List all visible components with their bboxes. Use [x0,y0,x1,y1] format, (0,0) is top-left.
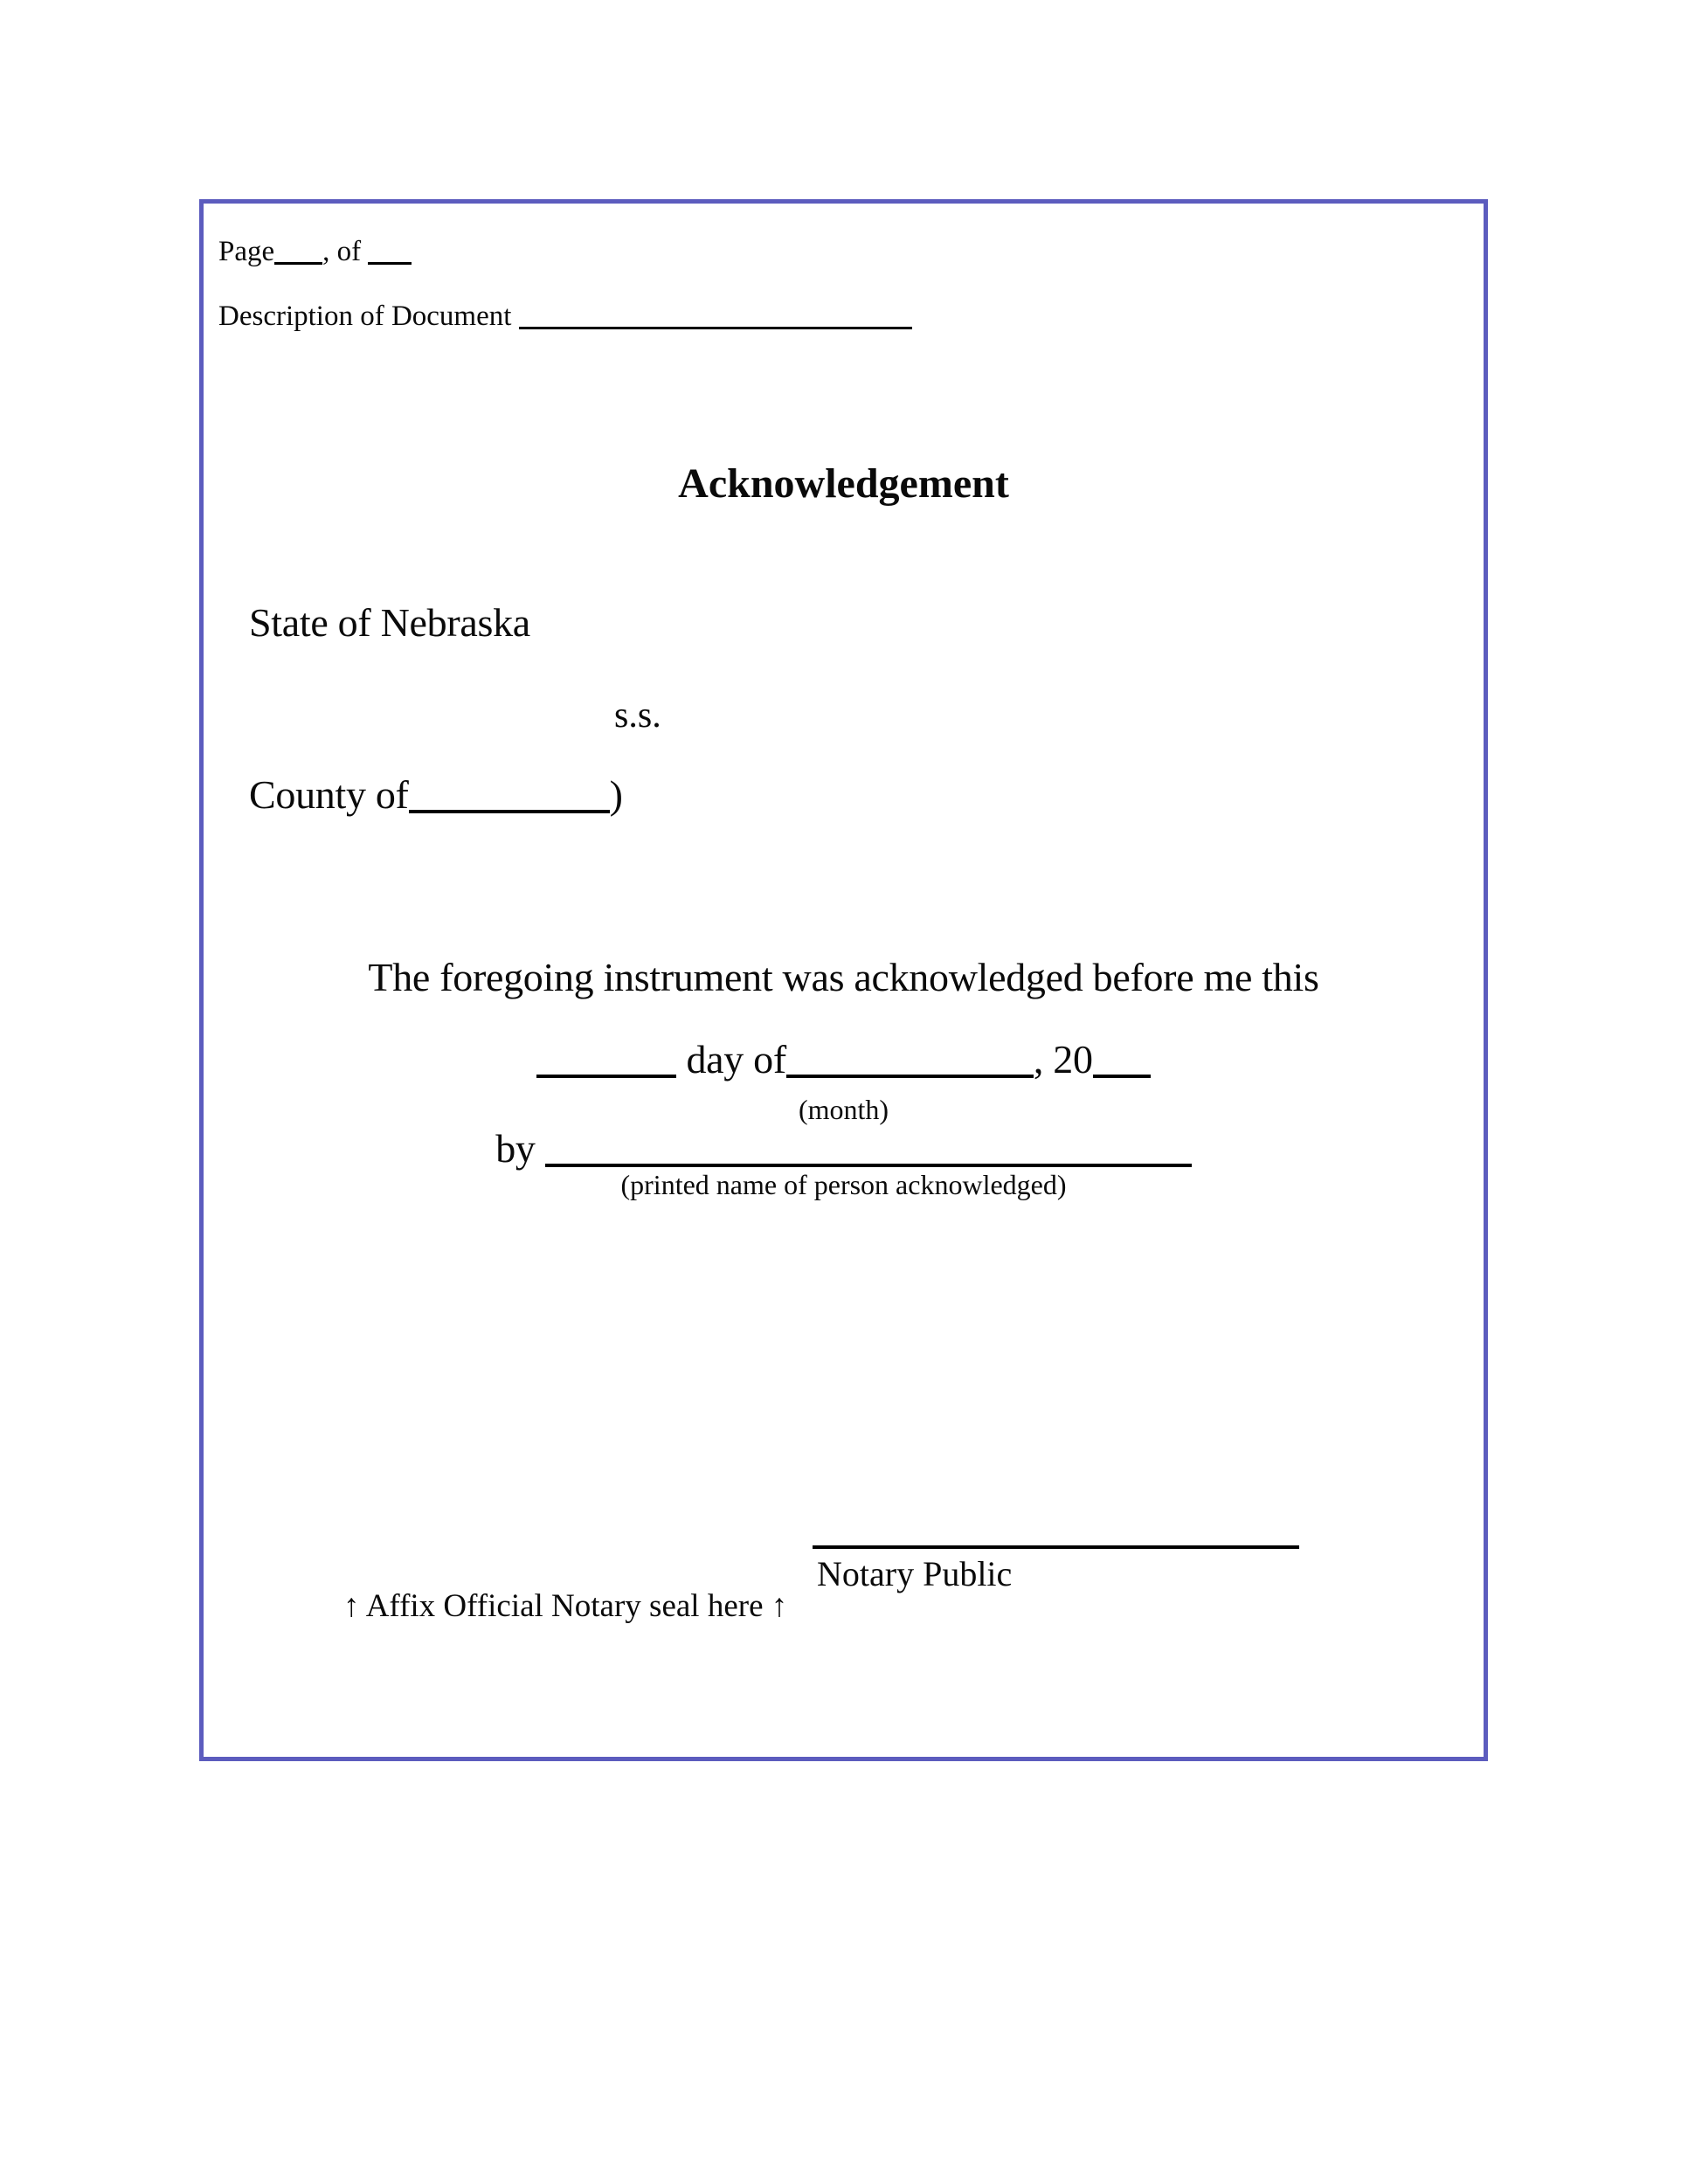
county-label: County of [249,772,409,817]
acknowledgement-sentence: The foregoing instrument was acknowledged before me this [368,955,1319,999]
county-line [249,772,623,817]
acknowledged-name-blank[interactable] [545,1164,1192,1167]
page-number-blank[interactable] [274,262,322,265]
total-pages-blank[interactable] [368,262,412,265]
notary-public-label: Notary Public [817,1554,1013,1593]
day-blank[interactable] [536,1075,676,1078]
ss-label: s.s. [614,695,661,736]
year-prefix: , 20 [1033,1037,1093,1082]
description-line [218,302,912,331]
notary-signature-line[interactable] [813,1545,1299,1549]
description-label: Description of Document [218,301,519,332]
form-title: Acknowledgement [678,460,1009,507]
state-line: State of Nebraska [249,600,530,645]
seal-instruction: ↑ Affix Official Notary seal here ↑ [343,1588,788,1624]
page-label: Page [218,236,275,267]
county-close-paren: ) [609,772,623,817]
date-line [204,1037,1484,1082]
description-blank[interactable] [519,327,912,329]
year-blank[interactable] [1093,1075,1151,1078]
printed-name-note: (printed name of person acknowledged) [620,1169,1067,1200]
page-number-line [218,238,412,266]
by-line [204,1126,1484,1171]
month-blank[interactable] [786,1075,1034,1078]
by-label: by [495,1126,545,1171]
county-name-blank[interactable] [409,810,610,813]
page-of-label: , of [322,236,369,267]
day-of-label: day of [676,1037,786,1082]
month-note: (month) [798,1094,889,1125]
